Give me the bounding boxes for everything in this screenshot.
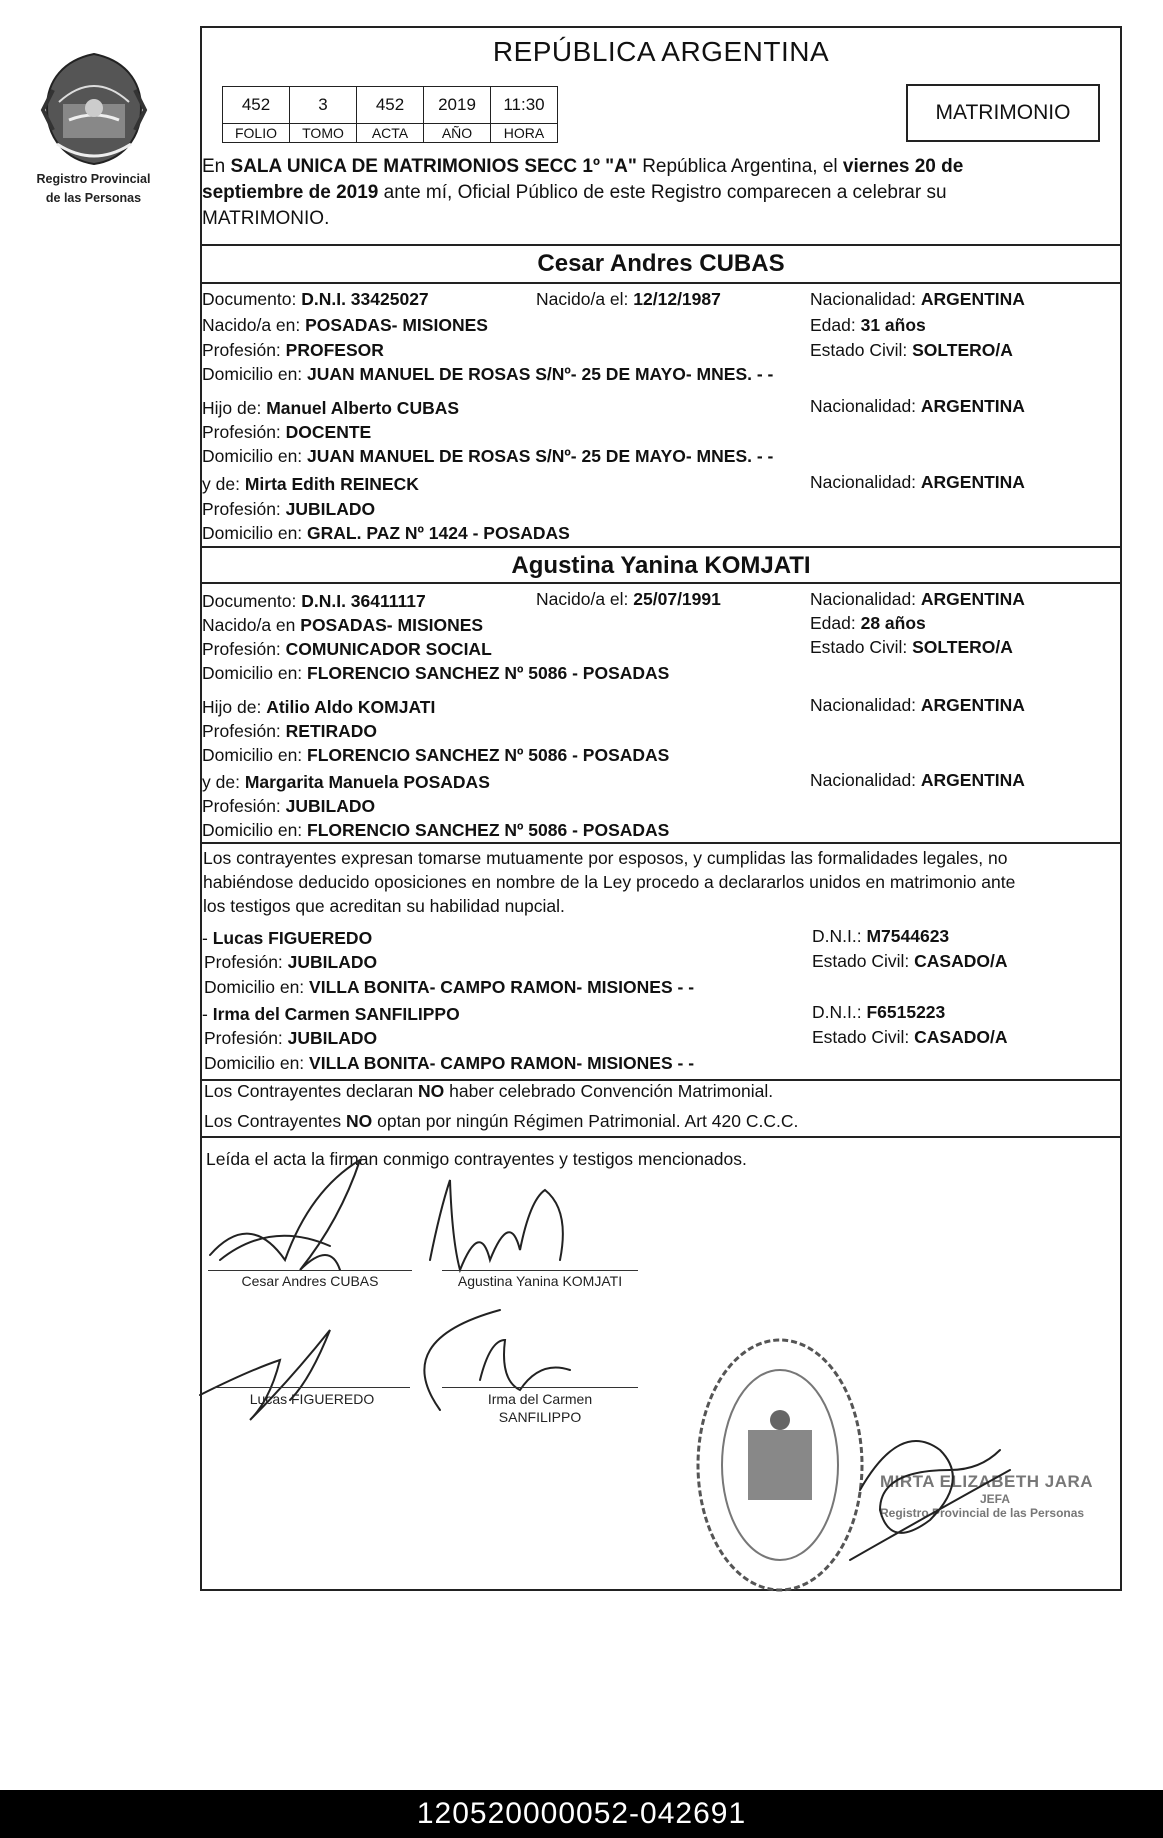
spouse2-name: Agustina Yanina KOMJATI xyxy=(511,552,811,579)
logo-caption-2: de las Personas xyxy=(45,191,142,205)
convention-statement: Los Contrayentes declaran NO haber celebrado Convención Matrimonial. xyxy=(204,1081,774,1101)
document-title: REPÚBLICA ARGENTINA xyxy=(492,36,830,67)
closing-statement: Leída el acta la firman conmigo contrayentes y testigos mencionados. xyxy=(206,1149,747,1169)
folio-label: FOLIO xyxy=(223,124,290,143)
signature-label-4a: Irma del Carmen xyxy=(487,1391,593,1407)
signature-label-4b: SANFILIPPO xyxy=(498,1409,582,1425)
hour-value: 11:30 xyxy=(491,87,558,124)
declaration-paragraph: Los contrayentes expresan tomarse mutuamente por esposos, y cumplidas las formalidades legales, no habiéndose deducido oposiciones en nombre de la Ley procedo a declararlos unidos en matrimonio ante los testigos que acreditan su habilidad nupcial. xyxy=(203,848,1016,916)
registry-grid xyxy=(222,86,558,143)
logo-caption-1: Registro Provincial xyxy=(36,172,151,186)
signature-line-4 xyxy=(442,1387,638,1388)
tomo-label: TOMO xyxy=(290,124,357,143)
hour-label: HORA xyxy=(491,124,558,143)
intro-paragraph: En SALA UNICA DE MATRIMONIOS SECC 1º "A" República Argentina, el viernes 20 de septiembre de 2019 ante mí, Oficial Público de este Registro comparecen a celebrar su MATRIMONIO. xyxy=(202,156,964,229)
misiones-seal-icon xyxy=(39,50,149,168)
tomo-value: 3 xyxy=(290,87,357,124)
signature-line-2 xyxy=(442,1270,638,1271)
folio-value: 452 xyxy=(223,87,290,124)
registry-logo xyxy=(26,50,161,230)
spouse1-name: Cesar Andres CUBAS xyxy=(537,250,785,277)
signature-line-1 xyxy=(208,1270,412,1271)
act-type-box: MATRIMONIO xyxy=(906,84,1100,142)
signature-label-1: Cesar Andres CUBAS xyxy=(241,1273,379,1289)
acta-value: 452 xyxy=(357,87,424,124)
official-signature-icon xyxy=(840,1410,1020,1570)
official-role: JEFA xyxy=(979,1492,1010,1506)
year-label: AÑO xyxy=(424,124,491,143)
signature-label-2: Agustina Yanina KOMJATI xyxy=(457,1273,623,1289)
official-name: MIRTA ELIZABETH JARA xyxy=(880,1472,1094,1491)
year-value: 2019 xyxy=(424,87,491,124)
signature-line-3 xyxy=(214,1387,410,1388)
signature-label-3: Lucas FIGUEREDO xyxy=(249,1391,375,1407)
acta-label: ACTA xyxy=(357,124,424,143)
regime-statement: Los Contrayentes NO optan por ningún Régimen Patrimonial. Art 420 C.C.C. xyxy=(204,1111,799,1131)
footer-code: 120520000052-042691 xyxy=(0,1790,1163,1838)
official-org: Registro Provincial de las Personas xyxy=(880,1506,1085,1520)
